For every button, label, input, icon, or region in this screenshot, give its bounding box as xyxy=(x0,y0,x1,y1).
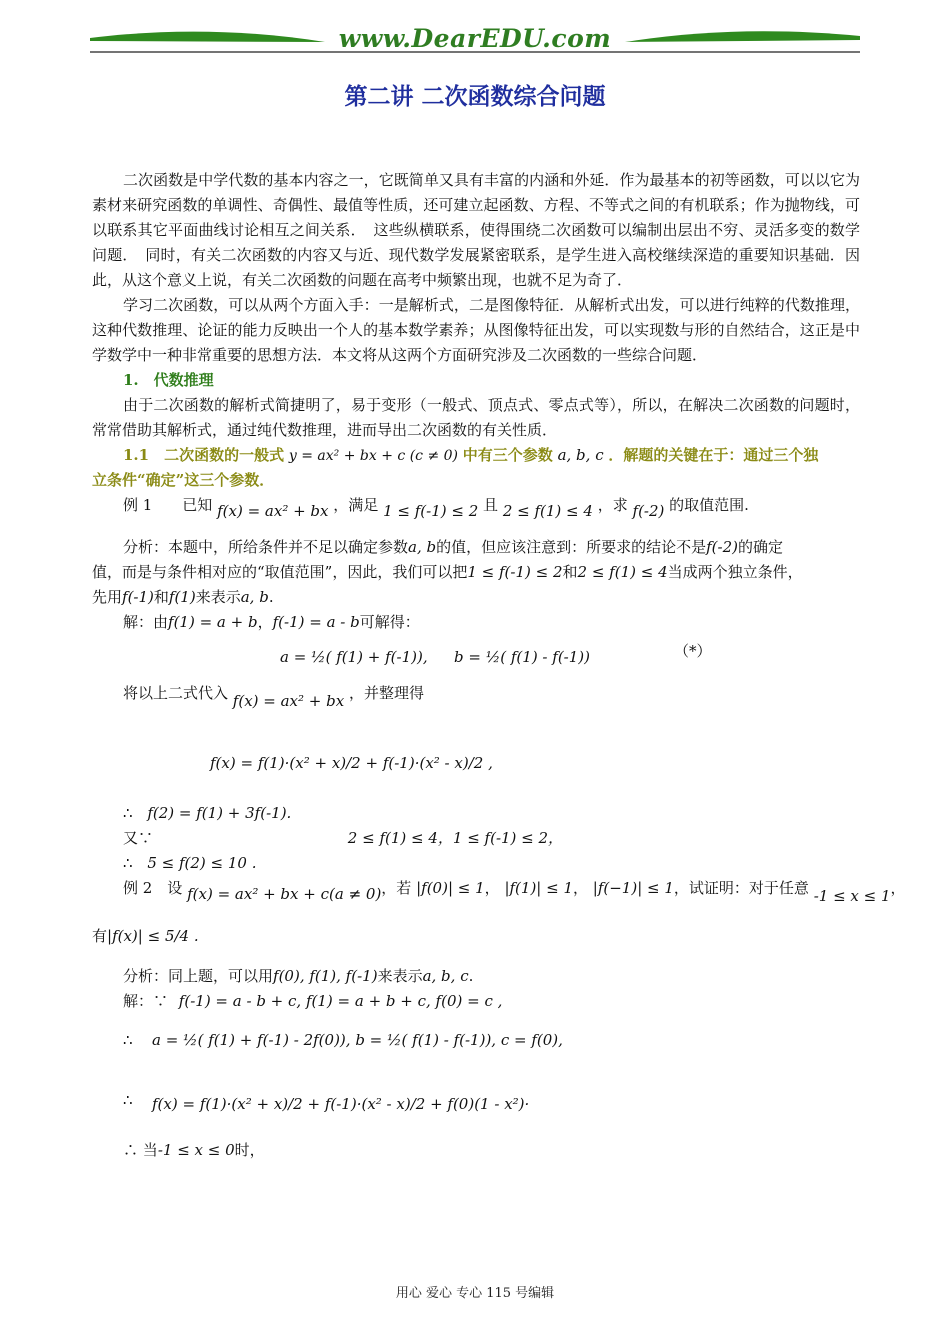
section-heading-algebra: 1. 代数推理 xyxy=(123,371,214,389)
analysis-1-line2 xyxy=(92,560,860,585)
example-1-text-4: 的取值范围. xyxy=(669,496,749,514)
analysis-2-math-abc: a, b, c xyxy=(422,967,469,985)
params-abc: a, b, c xyxy=(557,446,604,464)
big-formula-fx: f(x) = f(1)·(x² + x)/2 + f(-1)·(x² - x)/2 , xyxy=(210,754,493,772)
therefore-line-2 xyxy=(92,851,860,876)
example-2-conclusion: |f(x)| ≤ 5/4 . xyxy=(107,927,199,945)
example-2-label: 例 2 设 xyxy=(123,879,183,897)
therefore-symbol-3: ∴ xyxy=(123,1031,133,1049)
intro-paragraph-1: 二次函数是中学代数的基本内容之一，它既简单又具有丰富的内涵和外延．作为最基本的初等函数，可以以它为素材来研究函数的单调性、奇偶性、最值等性质，还可建立起函数、方程、不等式之间的有机联系；作为抛物线，可以联系其它平面曲线讨论相互之间关系． 这些纵横联系，使得围绕二次函数可以编制出层出不穷、灵活多变的数学问题． 同时，有关二次函数的内容又与近、现代数学发展紧密联系，是学生进入高校继续深造的重要知识基础．因此，从这个意义上说，有关二次函数的问题在高考中频繁出现，也就不足为奇了． xyxy=(92,171,860,289)
substitution-function: f(x) = ax² + bx xyxy=(232,692,345,710)
analysis-1-math-cond-1: 1 ≤ f(-1) ≤ 2 xyxy=(467,563,563,581)
site-logo-text: www.DearEDU.com xyxy=(338,24,612,53)
equation-b: b = ½( f(1) - f(-1)) xyxy=(454,648,590,666)
analysis-1-text-2a: 值，而是与条件相对应的“取值范围”，因此，我们可以把 xyxy=(92,563,468,581)
subsection-1-1-prefix: 1.1 二次函数的一般式 xyxy=(123,446,285,464)
example-2-condition-3: |f(−1)| ≤ 1 xyxy=(592,879,674,897)
example-2-statement: 例 2 设 f(x) = ax² + bx + c(a ≠ 0)，若 |f(0)| ≤ 1， |f(1)| ≤ 1， |f(−1)| ≤ 1，试证明：对于任意 -1 ≤ x ≤ 1， xyxy=(123,879,906,905)
analysis-1-math-ab-2: a, b xyxy=(240,588,269,606)
substitution-line xyxy=(92,681,860,719)
substitution-text-b: ，并整理得 xyxy=(348,684,424,702)
section1-paragraph: 由于二次函数的解析式简捷明了，易于变形（一般式、顶点式、零点式等），所以，在解决二次函数的问题时，常常借助其解析式，通过纯代数推理，进而导出二次函数的有关性质． xyxy=(92,396,860,439)
example-1-label: 例 1 已知 xyxy=(123,496,213,514)
example-1-text-2: 且 xyxy=(483,496,499,514)
example-2-text-3: ， xyxy=(890,879,906,897)
solution-1-eq-f-1: f(-1) = a - b xyxy=(272,613,360,631)
solution-2-abc-expressions: a = ½( f(1) + f(-1) - 2f(0)), b = ½( f(1) - f(-1)), c = f(0), xyxy=(152,1031,563,1049)
example-1-text-1: ，满足 xyxy=(333,496,379,514)
therefore-symbol-4: ∴ xyxy=(123,1091,133,1109)
example-2-text-2: ，试证明：对于任意 xyxy=(673,879,809,897)
subsection-1-1-line1 xyxy=(92,443,860,468)
solution-1-equation-row xyxy=(92,635,860,681)
solution-1-text-e: 可解得： xyxy=(359,613,420,631)
analysis-1-math-ab: a, b xyxy=(408,538,437,556)
example-2-condition-2: |f(1)| ≤ 1 xyxy=(504,879,573,897)
example-1-statement xyxy=(92,493,860,525)
analysis-1-math-f1: f(1) xyxy=(168,588,196,606)
solution-2-equations: f(-1) = a - b + c, f(1) = a + b + c, f(0) = c , xyxy=(178,992,503,1010)
general-form-formula: y = ax² + bx + c (c ≠ 0) xyxy=(288,448,458,464)
analysis-2-line xyxy=(92,964,860,989)
solution-1-comma: ， xyxy=(257,613,273,631)
also-line xyxy=(92,826,860,851)
document-body xyxy=(92,168,906,1163)
analysis-2-text-c: 来表示 xyxy=(377,967,423,985)
solution-2-fx-expression: f(x) = f(1)·(x² + x)/2 + f(-1)·(x² - x)/2 + f(0)(1 - x²)· xyxy=(152,1095,530,1113)
analysis-2-text-e: . xyxy=(468,967,474,985)
therefore-symbol: ∴ xyxy=(123,804,133,822)
example-2-text-4: 有 xyxy=(92,927,108,945)
equation-star-label: （*） xyxy=(674,642,712,660)
analysis-1-text-2e: 当成两个独立条件， xyxy=(667,563,803,581)
f2-expression: f(2) = f(1) + 3f(-1). xyxy=(147,804,292,822)
solution-2-abc-row xyxy=(92,1014,860,1066)
subsection-1-1-tail: ．解题的关键在于：通过三个独 xyxy=(608,446,819,464)
example-1-condition-2: 2 ≤ f(1) ≤ 4 xyxy=(502,502,593,520)
also-conditions: 2 ≤ f(1) ≤ 4，1 ≤ f(-1) ≤ 2， xyxy=(347,829,564,847)
page-title: 第二讲 二次函数综合问题 xyxy=(344,84,606,110)
example-2-text-1: ，若 xyxy=(381,879,412,897)
substitution-text-a: 将以上二式代入 xyxy=(123,684,229,702)
solution-2-case-line xyxy=(92,1138,860,1163)
analysis-1-math-cond-2: 2 ≤ f(1) ≤ 4 xyxy=(577,563,668,581)
analysis-1-math-f-2: f(-2) xyxy=(706,538,738,556)
equation-a: a = ½( f(1) + f(-1)), xyxy=(280,648,428,666)
therefore-symbol-5: ∴ xyxy=(123,1141,139,1159)
page-footer: 用心 爱心 专心 115 号编辑 xyxy=(395,1286,555,1301)
analysis-1-text-3g: . xyxy=(268,588,274,606)
example-1-query: f(-2) xyxy=(632,502,665,520)
example-1-condition-1: 1 ≤ f(-1) ≤ 2 xyxy=(383,502,479,520)
example-2-range: -1 ≤ x ≤ 1 xyxy=(813,887,891,905)
example-2-condition-1: |f(0)| ≤ 1 xyxy=(416,879,485,897)
solution-1-line1 xyxy=(92,610,860,635)
subsection-1-1-mid: 中有三个参数 xyxy=(462,446,553,464)
solution-2-fx-row xyxy=(92,1066,860,1138)
analysis-2-text-a: 分析：同上题，可以用 xyxy=(123,967,274,985)
solution-2-text-a: 解：∵ xyxy=(123,992,169,1010)
example-1-function: f(x) = ax² + bx xyxy=(217,502,329,520)
therefore-symbol-2: ∴ xyxy=(123,854,133,872)
solution-1-eq-f1: f(1) = a + b xyxy=(168,613,258,631)
therefore-line-1 xyxy=(92,801,860,826)
analysis-1-text-a: 分析：本题中，所给条件并不足以确定参数 xyxy=(123,538,409,556)
analysis-1-text-3c: 和 xyxy=(153,588,169,606)
analysis-1-text-2c: 和 xyxy=(562,563,578,581)
example-1-text-3: ，求 xyxy=(597,496,628,514)
solution-2-case-text-c: 时， xyxy=(234,1141,265,1159)
analysis-1-text-e: 的确定 xyxy=(738,538,784,556)
example-2-conclusion-line xyxy=(92,912,860,964)
analysis-2-math-fs: f(0), f(1), f(-1) xyxy=(273,967,378,985)
solution-2-line1 xyxy=(92,989,860,1014)
analysis-1-line1 xyxy=(92,535,860,560)
analysis-1-line3 xyxy=(92,585,860,610)
example-2-function: f(x) = ax² + bx + c(a ≠ 0) xyxy=(187,885,382,903)
subsection-1-1-line2: 立条件“确定”这三个参数． xyxy=(92,471,275,489)
big-formula-row xyxy=(92,719,860,801)
f2-range-result: 5 ≤ f(2) ≤ 10 . xyxy=(147,854,257,872)
analysis-1-text-c: 的值，但应该注意到：所要求的结论不是 xyxy=(436,538,707,556)
solution-2-case-text-a: 当 xyxy=(142,1141,158,1159)
solution-2-case-range: -1 ≤ x ≤ 0 xyxy=(157,1141,235,1159)
also-because-label: 又∵ xyxy=(123,829,154,847)
page-header xyxy=(90,22,860,62)
analysis-1-math-f-1: f(-1) xyxy=(122,588,154,606)
analysis-1-text-3a: 先用 xyxy=(92,588,123,606)
solution-1-text-a: 解：由 xyxy=(123,613,169,631)
analysis-1-text-3e: 来表示 xyxy=(195,588,241,606)
intro-paragraph-2: 学习二次函数，可以从两个方面入手：一是解析式，二是图像特征．从解析式出发，可以进行纯粹的代数推理，这种代数推理、论证的能力反映出一个人的基本数学素养；从图像特征出发，可以实现数与形的自然结合，这正是中学数学中一种非常重要的思想方法．本文将从这两个方面研究涉及二次函数的一些综合问题． xyxy=(92,296,860,364)
